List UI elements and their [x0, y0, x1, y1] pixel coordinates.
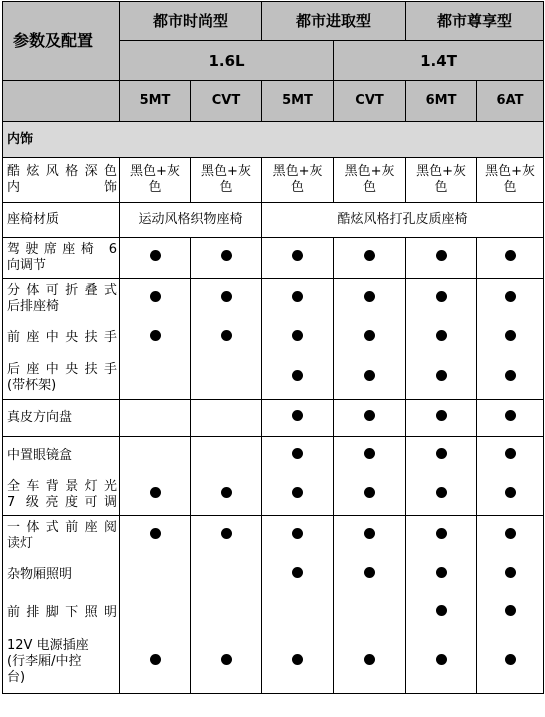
standard-equipment-dot: [364, 370, 375, 381]
feature-cell: [262, 238, 334, 279]
standard-equipment-dot: [436, 291, 447, 302]
standard-equipment-dot: [505, 448, 516, 459]
standard-equipment-dot: [436, 528, 447, 539]
standard-equipment-dot: [364, 654, 375, 665]
standard-equipment-dot: [436, 448, 447, 459]
feature-cell: [334, 556, 406, 594]
color-cell: 黑色+灰 色: [334, 158, 406, 203]
row-label: 座椅材质: [3, 203, 120, 238]
feature-cell: [120, 357, 191, 400]
standard-equipment-dot: [150, 487, 161, 498]
standard-equipment-dot: [505, 528, 516, 539]
standard-equipment-dot: [150, 528, 161, 539]
feature-cell: [406, 476, 477, 516]
standard-equipment-dot: [436, 330, 447, 341]
feature-cell: [334, 516, 406, 556]
standard-equipment-dot: [505, 330, 516, 341]
trim-header-progress: 都市进取型: [262, 2, 406, 41]
feature-cell: [262, 400, 334, 437]
trim-header-luxury: 都市尊享型: [406, 2, 544, 41]
standard-equipment-dot: [436, 410, 447, 421]
feature-cell: [334, 437, 406, 476]
standard-equipment-dot: [292, 291, 303, 302]
table-row-rear-armrest: [3, 357, 544, 400]
row-label: 前排脚下照明: [3, 594, 120, 632]
row-label: 酷炫风格深色 内饰: [3, 158, 120, 203]
feature-cell: [406, 632, 477, 694]
standard-equipment-dot: [150, 291, 161, 302]
table-row-glasses-box: [3, 437, 544, 476]
feature-cell: [477, 279, 544, 319]
feature-cell: [262, 516, 334, 556]
row-label: 中置眼镜盒: [3, 437, 120, 476]
table-row-leather-wheel: [3, 400, 544, 437]
feature-cell: [334, 400, 406, 437]
standard-equipment-dot: [292, 250, 303, 261]
feature-cell: [406, 437, 477, 476]
feature-cell: [406, 556, 477, 594]
feature-cell: [120, 632, 191, 694]
feature-cell: [191, 632, 262, 694]
standard-equipment-dot: [364, 487, 375, 498]
table-row-reading-light: [3, 516, 544, 556]
standard-equipment-dot: [436, 654, 447, 665]
feature-cell: [120, 594, 191, 632]
feature-cell: [477, 238, 544, 279]
feature-cell: [191, 476, 262, 516]
feature-cell: [262, 556, 334, 594]
feature-cell: [334, 357, 406, 400]
feature-cell: [262, 476, 334, 516]
feature-cell: [406, 516, 477, 556]
feature-cell: [477, 632, 544, 694]
row-label: 一体式前座阅 读灯: [3, 516, 120, 556]
standard-equipment-dot: [505, 567, 516, 578]
standard-equipment-dot: [292, 448, 303, 459]
feature-cell: [406, 400, 477, 437]
feature-cell: [120, 279, 191, 319]
feature-cell: [406, 238, 477, 279]
feature-cell: [191, 279, 262, 319]
standard-equipment-dot: [505, 654, 516, 665]
standard-equipment-dot: [221, 291, 232, 302]
feature-cell: [120, 556, 191, 594]
standard-equipment-dot: [292, 330, 303, 341]
standard-equipment-dot: [221, 250, 232, 261]
feature-cell: [334, 476, 406, 516]
section-row-interior: [3, 122, 544, 158]
feature-cell: [191, 319, 262, 357]
standard-equipment-dot: [364, 528, 375, 539]
standard-equipment-dot: [364, 410, 375, 421]
feature-cell: [262, 594, 334, 632]
standard-equipment-dot: [505, 291, 516, 302]
feature-cell: [120, 400, 191, 437]
standard-equipment-dot: [221, 528, 232, 539]
table-row-front-armrest: [3, 319, 544, 357]
row-label: 后座中央扶手 (带杯架): [3, 357, 120, 400]
standard-equipment-dot: [364, 330, 375, 341]
standard-equipment-dot: [505, 605, 516, 616]
standard-equipment-dot: [436, 250, 447, 261]
standard-equipment-dot: [505, 370, 516, 381]
standard-equipment-dot: [364, 448, 375, 459]
engine-header-16l: 1.6L: [120, 41, 334, 81]
feature-cell: [262, 357, 334, 400]
standard-equipment-dot: [221, 330, 232, 341]
standard-equipment-dot: [505, 250, 516, 261]
feature-cell: [191, 238, 262, 279]
feature-cell: [120, 319, 191, 357]
color-cell: 黑色+灰 色: [191, 158, 262, 203]
feature-cell: [191, 594, 262, 632]
color-cell: 黑色+灰 色: [262, 158, 334, 203]
standard-equipment-dot: [505, 410, 516, 421]
feature-cell: [477, 357, 544, 400]
transmission-header: 5MT: [262, 81, 334, 122]
color-cell: 黑色+灰 色: [406, 158, 477, 203]
feature-cell: [191, 556, 262, 594]
standard-equipment-dot: [292, 654, 303, 665]
standard-equipment-dot: [150, 330, 161, 341]
table-row-fold-seat: [3, 279, 544, 319]
feature-cell: [191, 516, 262, 556]
standard-equipment-dot: [364, 567, 375, 578]
feature-cell: [477, 476, 544, 516]
feature-cell: [262, 319, 334, 357]
feature-cell: [406, 319, 477, 357]
row-label: 全车背景灯光 7 级亮度可调: [3, 476, 120, 516]
table-row-color: [3, 158, 544, 203]
standard-equipment-dot: [150, 654, 161, 665]
feature-cell: [262, 279, 334, 319]
standard-equipment-dot: [364, 250, 375, 261]
standard-equipment-dot: [292, 487, 303, 498]
feature-cell: [477, 400, 544, 437]
feature-cell: [120, 437, 191, 476]
feature-cell: [477, 556, 544, 594]
transmission-header: 6MT: [406, 81, 477, 122]
feature-cell: [120, 238, 191, 279]
spec-table: [2, 1, 544, 694]
feature-cell: [120, 516, 191, 556]
feature-cell: [477, 594, 544, 632]
color-cell: 黑色+灰 色: [477, 158, 544, 203]
color-cell: 黑色+灰 色: [120, 158, 191, 203]
table-row-driver-seat: [3, 238, 544, 279]
feature-cell: [334, 238, 406, 279]
standard-equipment-dot: [292, 370, 303, 381]
standard-equipment-dot: [150, 250, 161, 261]
standard-equipment-dot: [364, 291, 375, 302]
transmission-header: 6AT: [477, 81, 544, 122]
row-label: 驾驶席座椅 6 向调节: [3, 238, 120, 279]
feature-cell: [262, 632, 334, 694]
table-row-power-socket: [3, 632, 544, 694]
standard-equipment-dot: [436, 487, 447, 498]
feature-cell: [262, 437, 334, 476]
seat-material-leather: 酷炫风格打孔皮质座椅: [262, 203, 544, 238]
standard-equipment-dot: [221, 487, 232, 498]
feature-cell: [406, 357, 477, 400]
section-title: 内饰: [3, 122, 544, 158]
feature-cell: [191, 437, 262, 476]
row-label: 前座中央扶手: [3, 319, 120, 357]
feature-cell: [191, 400, 262, 437]
feature-cell: [334, 279, 406, 319]
standard-equipment-dot: [292, 528, 303, 539]
feature-cell: [334, 632, 406, 694]
transmission-header: CVT: [334, 81, 406, 122]
standard-equipment-dot: [505, 487, 516, 498]
feature-cell: [477, 516, 544, 556]
table-row-glovebox-light: [3, 556, 544, 594]
feature-cell: [191, 357, 262, 400]
transmission-label-empty: [3, 81, 120, 122]
table-row-footwell-light: [3, 594, 544, 632]
transmission-header: 5MT: [120, 81, 191, 122]
row-label: 12V 电源插座 (行李厢/中控 台): [3, 632, 120, 694]
row-label: 杂物厢照明: [3, 556, 120, 594]
feature-cell: [334, 319, 406, 357]
feature-cell: [477, 437, 544, 476]
seat-material-fabric: 运动风格织物座椅: [120, 203, 262, 238]
param-config-header: 参数及配置: [3, 2, 120, 81]
transmission-header: CVT: [191, 81, 262, 122]
feature-cell: [406, 279, 477, 319]
table-row-ambient-light: [3, 476, 544, 516]
standard-equipment-dot: [436, 370, 447, 381]
row-label: 分体可折叠式 后排座椅: [3, 279, 120, 319]
feature-cell: [120, 476, 191, 516]
standard-equipment-dot: [436, 605, 447, 616]
table-row-seat-material: [3, 203, 544, 238]
standard-equipment-dot: [292, 567, 303, 578]
row-label: 真皮方向盘: [3, 400, 120, 437]
feature-cell: [334, 594, 406, 632]
standard-equipment-dot: [221, 654, 232, 665]
trim-header-fashion: 都市时尚型: [120, 2, 262, 41]
header-row-trims: [3, 2, 544, 41]
engine-header-14t: 1.4T: [334, 41, 544, 81]
header-row-transmissions: [3, 81, 544, 122]
standard-equipment-dot: [436, 567, 447, 578]
standard-equipment-dot: [292, 410, 303, 421]
feature-cell: [406, 594, 477, 632]
feature-cell: [477, 319, 544, 357]
